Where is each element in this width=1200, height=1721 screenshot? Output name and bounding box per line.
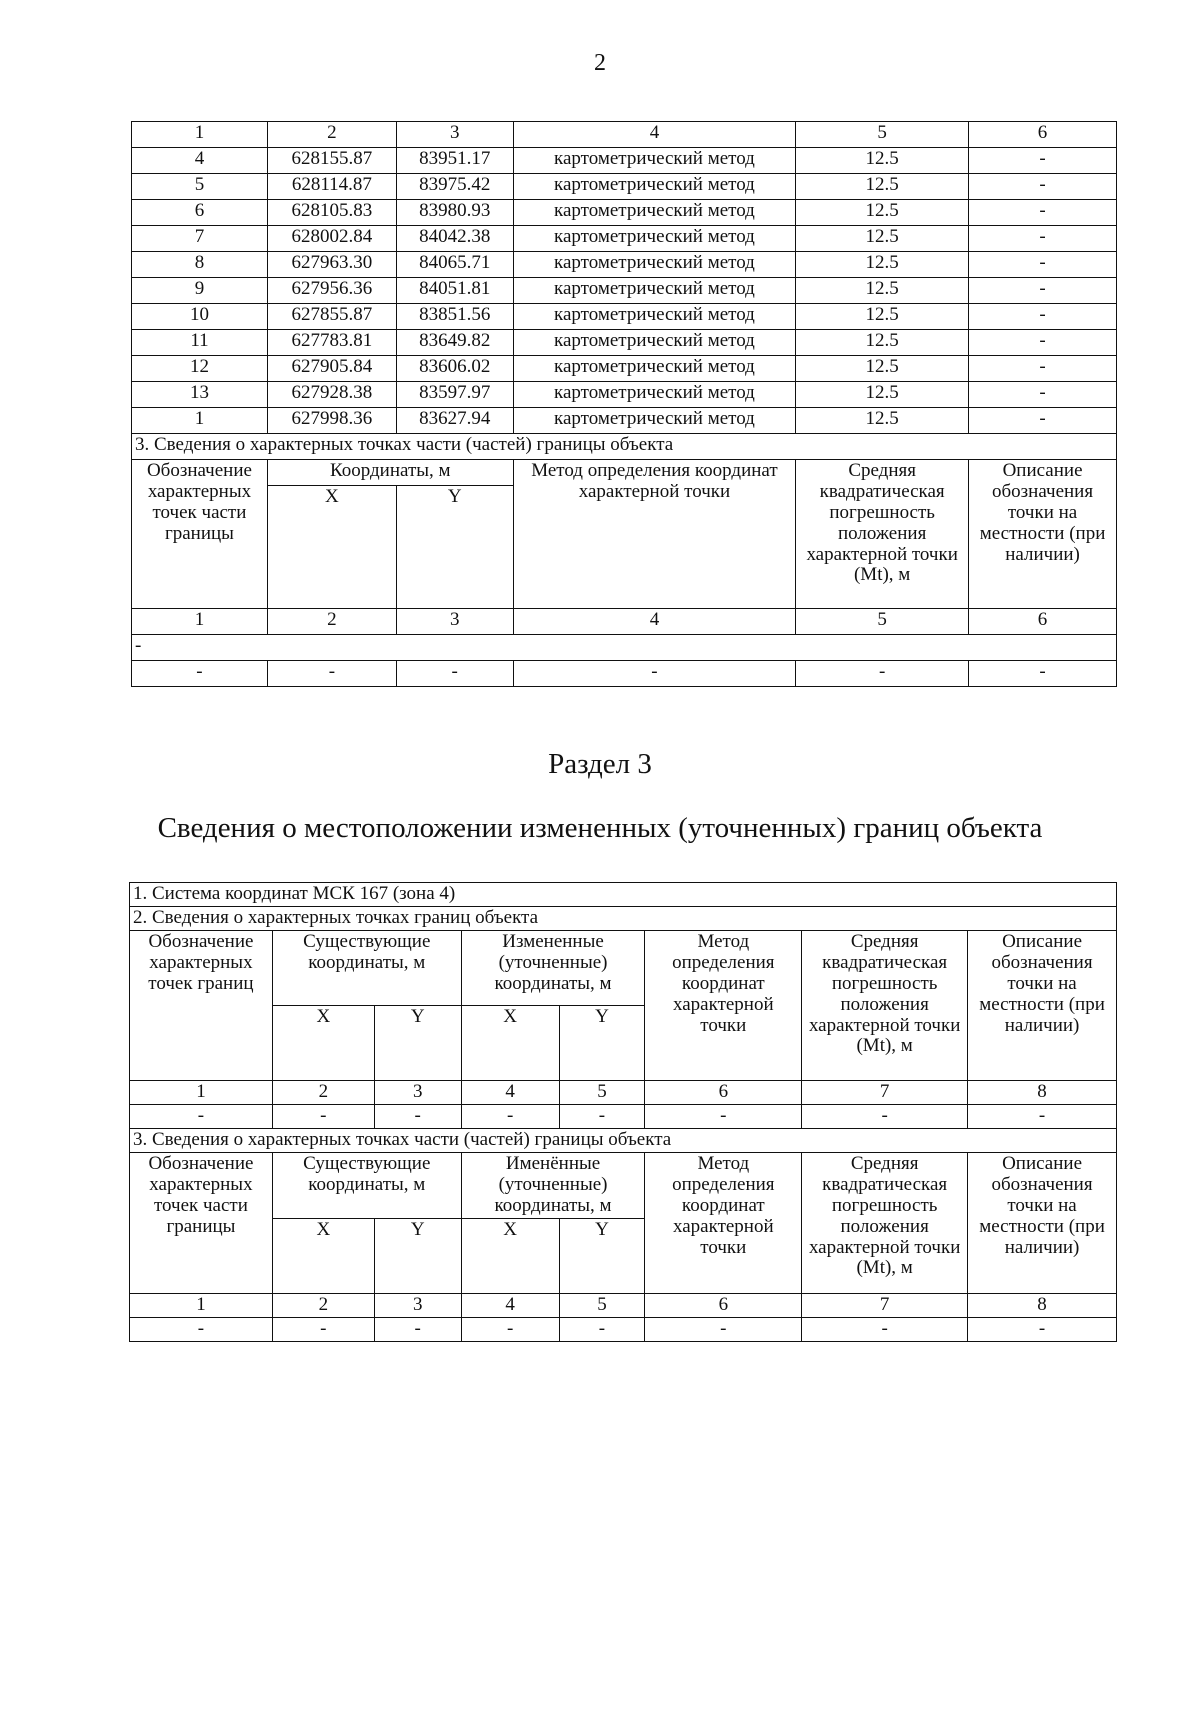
table-row <box>132 408 1117 434</box>
method: картометрический метод <box>513 408 796 434</box>
method: картометрический метод <box>513 148 796 174</box>
boundary-heading-row <box>130 907 1117 931</box>
x-coordinate: 627963.30 <box>267 252 396 278</box>
table-row <box>132 382 1117 408</box>
cell: 3 <box>396 609 513 635</box>
y-coordinate: 84065.71 <box>396 252 513 278</box>
cell: 2 <box>267 609 396 635</box>
method: картометрический метод <box>513 226 796 252</box>
y-header: Y <box>559 1006 645 1081</box>
cell: - <box>461 1105 559 1129</box>
cell: 1 <box>132 609 268 635</box>
y-header: Y <box>559 1218 645 1293</box>
x-coordinate: 627783.81 <box>267 330 396 356</box>
point-number: 6 <box>132 200 268 226</box>
cell: 4 <box>513 609 796 635</box>
cell: 3 <box>396 122 513 148</box>
cell: 6 <box>969 122 1117 148</box>
description: - <box>969 356 1117 382</box>
table-row <box>132 174 1117 200</box>
designation-header: Обозначение характерных точек части границы <box>132 460 268 609</box>
cell: 1 <box>130 1081 273 1105</box>
error: 12.5 <box>796 200 969 226</box>
method: картометрический метод <box>513 304 796 330</box>
cell: 3 <box>374 1293 461 1317</box>
empty-row <box>130 1105 1117 1129</box>
method: картометрический метод <box>513 174 796 200</box>
cell: 8 <box>968 1293 1117 1317</box>
cell: - <box>374 1105 461 1129</box>
method-header: Метод определения координат характерной точки <box>645 1153 802 1294</box>
y-coordinate: 84042.38 <box>396 226 513 252</box>
cell: 2 <box>267 122 396 148</box>
cell: - <box>272 1317 374 1341</box>
cell: - <box>132 635 1117 661</box>
cell: - <box>272 1105 374 1129</box>
cell: 2 <box>272 1293 374 1317</box>
x-coordinate: 628002.84 <box>267 226 396 252</box>
point-number: 8 <box>132 252 268 278</box>
cell: 5 <box>559 1081 645 1105</box>
cell: - <box>802 1105 968 1129</box>
method: картометрический метод <box>513 330 796 356</box>
y-header: Y <box>374 1218 461 1293</box>
cell: - <box>130 1317 273 1341</box>
header-row <box>132 460 1117 486</box>
method: картометрический метод <box>513 278 796 304</box>
table-row <box>132 252 1117 278</box>
x-coordinate: 627998.36 <box>267 408 396 434</box>
table-row <box>132 226 1117 252</box>
method: картометрический метод <box>513 252 796 278</box>
table-row <box>132 148 1117 174</box>
cell: - <box>374 1317 461 1341</box>
column-number-row <box>130 1293 1117 1317</box>
description-header: Описание обозначения точки на местности (при наличии) <box>969 460 1117 609</box>
cell: 4 <box>513 122 796 148</box>
point-number: 12 <box>132 356 268 382</box>
boundary-points-table <box>131 121 1117 687</box>
cell: 2 <box>272 1081 374 1105</box>
cell: 6 <box>645 1081 802 1105</box>
x-header: X <box>272 1218 374 1293</box>
cell: - <box>802 1317 968 1341</box>
column-number-row <box>130 1081 1117 1105</box>
cell: - <box>132 661 268 687</box>
cell: - <box>461 1317 559 1341</box>
point-number: 10 <box>132 304 268 330</box>
point-number: 7 <box>132 226 268 252</box>
cell: - <box>796 661 969 687</box>
table-row <box>132 330 1117 356</box>
error: 12.5 <box>796 174 969 200</box>
error: 12.5 <box>796 252 969 278</box>
method-header: Метод определения координат характерной точки <box>645 931 802 1081</box>
part-heading-row <box>132 434 1117 460</box>
x-header: X <box>267 486 396 609</box>
description: - <box>969 174 1117 200</box>
method-header: Метод определения координат характерной точки <box>513 460 796 609</box>
cell: - <box>645 1317 802 1341</box>
cell: 5 <box>796 609 969 635</box>
point-number: 1 <box>132 408 268 434</box>
point-number: 5 <box>132 174 268 200</box>
header-row <box>130 1153 1117 1219</box>
y-coordinate: 83627.94 <box>396 408 513 434</box>
cell: - <box>559 1105 645 1129</box>
point-number: 4 <box>132 148 268 174</box>
error: 12.5 <box>796 330 969 356</box>
description: - <box>969 304 1117 330</box>
y-header: Y <box>374 1006 461 1081</box>
y-coordinate: 83980.93 <box>396 200 513 226</box>
x-coordinate: 627956.36 <box>267 278 396 304</box>
description-header: Описание обозначения точки на местности (при наличии) <box>968 1153 1117 1294</box>
x-coordinate: 628114.87 <box>267 174 396 200</box>
empty-row <box>132 635 1117 661</box>
y-coordinate: 83951.17 <box>396 148 513 174</box>
coord-system-row <box>130 883 1117 907</box>
empty-row <box>130 1317 1117 1341</box>
error: 12.5 <box>796 226 969 252</box>
x-coordinate: 627905.84 <box>267 356 396 382</box>
y-coordinate: 83649.82 <box>396 330 513 356</box>
error: 12.5 <box>796 148 969 174</box>
cell: - <box>968 1317 1117 1341</box>
error-header: Средняя квадратическая погрешность положения характерной точки (Mt), м <box>802 1153 968 1294</box>
method: картометрический метод <box>513 200 796 226</box>
cell: 5 <box>559 1293 645 1317</box>
section-subtitle: Сведения о местоположении измененных (уточненных) границ объекта <box>157 812 1043 844</box>
x-header: X <box>272 1006 374 1081</box>
x-coordinate: 627855.87 <box>267 304 396 330</box>
cell: 6 <box>645 1293 802 1317</box>
error-header: Средняя квадратическая погрешность положения характерной точки (Mt), м <box>796 460 969 609</box>
cell: 7 <box>802 1081 968 1105</box>
description: - <box>969 252 1117 278</box>
x-coordinate: 628105.83 <box>267 200 396 226</box>
column-number-row <box>132 609 1117 635</box>
error: 12.5 <box>796 304 969 330</box>
cell: 4 <box>461 1081 559 1105</box>
y-coordinate: 83975.42 <box>396 174 513 200</box>
cell: - <box>513 661 796 687</box>
changed-coords-header: Именённые (уточненные) координаты, м <box>461 1153 645 1219</box>
method: картометрический метод <box>513 356 796 382</box>
description: - <box>969 148 1117 174</box>
header-row <box>130 931 1117 1006</box>
x-header: X <box>461 1006 559 1081</box>
error: 12.5 <box>796 278 969 304</box>
table-row <box>132 278 1117 304</box>
section-title: Раздел 3 <box>548 748 652 780</box>
part-heading: 3. Сведения о характерных точках части (частей) границы объекта <box>130 1129 1117 1153</box>
point-number: 9 <box>132 278 268 304</box>
point-number: 11 <box>132 330 268 356</box>
table-row <box>132 356 1117 382</box>
description: - <box>969 330 1117 356</box>
cell: 1 <box>132 122 268 148</box>
cell: 8 <box>968 1081 1117 1105</box>
y-coordinate: 83851.56 <box>396 304 513 330</box>
x-coordinate: 628155.87 <box>267 148 396 174</box>
cell: - <box>396 661 513 687</box>
description-header: Описание обозначения точки на местности (при наличии) <box>968 931 1117 1081</box>
y-coordinate: 84051.81 <box>396 278 513 304</box>
column-number-row <box>132 122 1117 148</box>
boundary-heading: 2. Сведения о характерных точках границ объекта <box>130 907 1117 931</box>
coordinates-header: Координаты, м <box>267 460 513 486</box>
x-header: X <box>461 1218 559 1293</box>
existing-coords-header: Существующие координаты, м <box>272 1153 461 1219</box>
method: картометрический метод <box>513 382 796 408</box>
error-header: Средняя квадратическая погрешность положения характерной точки (Mt), м <box>802 931 968 1081</box>
point-number: 13 <box>132 382 268 408</box>
cell: 6 <box>969 609 1117 635</box>
description: - <box>969 382 1117 408</box>
existing-coords-header: Существующие координаты, м <box>272 931 461 1006</box>
designation-header: Обозначение характерных точек границ <box>130 931 273 1081</box>
coord-system: 1. Система координат МСК 167 (зона 4) <box>130 883 1117 907</box>
table-row <box>132 200 1117 226</box>
cell: 7 <box>802 1293 968 1317</box>
cell: 3 <box>374 1081 461 1105</box>
changed-boundaries-table <box>129 882 1117 1342</box>
cell: 1 <box>130 1293 273 1317</box>
description: - <box>969 200 1117 226</box>
error: 12.5 <box>796 382 969 408</box>
description: - <box>969 226 1117 252</box>
error: 12.5 <box>796 408 969 434</box>
description: - <box>969 278 1117 304</box>
error: 12.5 <box>796 356 969 382</box>
changed-coords-header: Измененные (уточненные) координаты, м <box>461 931 645 1006</box>
cell: - <box>645 1105 802 1129</box>
cell: - <box>968 1105 1117 1129</box>
y-coordinate: 83597.97 <box>396 382 513 408</box>
cell: - <box>267 661 396 687</box>
description: - <box>969 408 1117 434</box>
cell: 4 <box>461 1293 559 1317</box>
part-heading-row <box>130 1129 1117 1153</box>
y-coordinate: 83606.02 <box>396 356 513 382</box>
x-coordinate: 627928.38 <box>267 382 396 408</box>
cell: - <box>559 1317 645 1341</box>
cell: - <box>969 661 1117 687</box>
page-number: 2 <box>594 50 606 76</box>
cell: - <box>130 1105 273 1129</box>
designation-header: Обозначение характерных точек части границы <box>130 1153 273 1294</box>
table-row <box>132 304 1117 330</box>
cell: 5 <box>796 122 969 148</box>
part-heading: 3. Сведения о характерных точках части (частей) границы объекта <box>132 434 1117 460</box>
y-header: Y <box>396 486 513 609</box>
empty-row <box>132 661 1117 687</box>
